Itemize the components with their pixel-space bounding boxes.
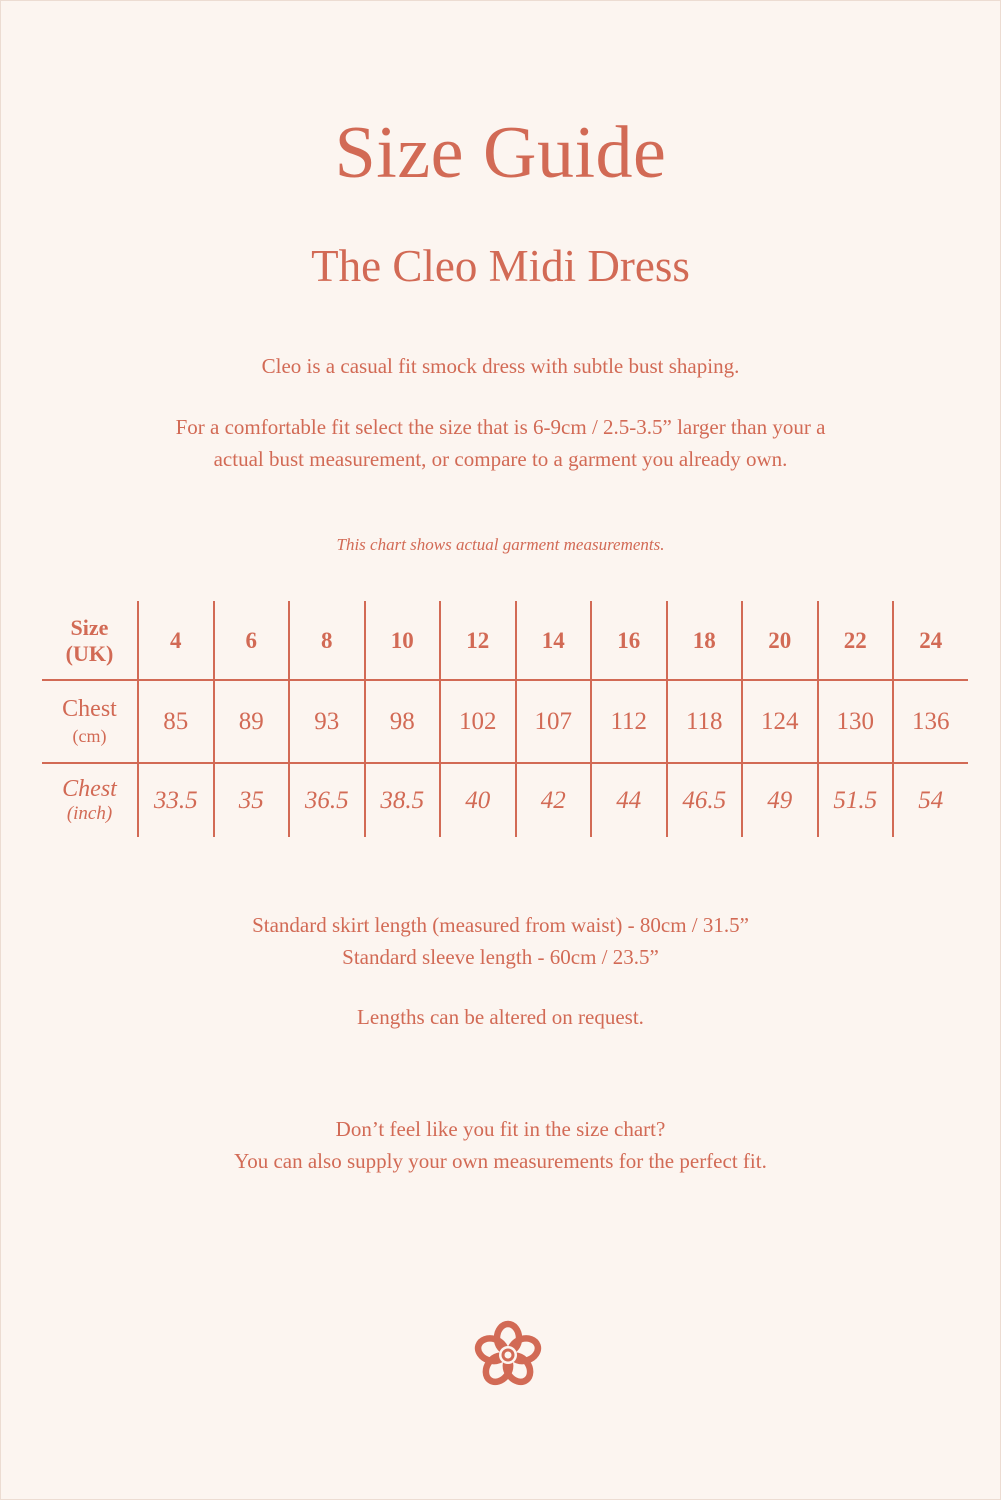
product-name: The Cleo Midi Dress	[311, 241, 690, 291]
alteration-note: Lengths can be altered on request.	[357, 1005, 644, 1029]
chest-inch-cell: 36.5	[288, 764, 364, 837]
chest-inch-cell: 35	[213, 764, 289, 837]
chest-cm-cell: 89	[213, 681, 289, 763]
custom-note-line-2: You can also supply your own measurements for the perfect fit.	[234, 1149, 767, 1173]
size-label	[42, 601, 137, 680]
length-info	[0, 909, 1001, 973]
chest-cm-cell: 130	[817, 681, 893, 763]
chest-cm-cell: 85	[137, 681, 213, 763]
size-cell: 14	[515, 601, 591, 680]
page-title: Size Guide	[334, 112, 667, 194]
size-cell: 12	[439, 601, 515, 680]
chest-cm-cell: 93	[288, 681, 364, 763]
size-cell: 4	[137, 601, 213, 680]
flower-icon	[470, 1319, 546, 1391]
chest-cm-cell: 124	[741, 681, 817, 763]
size-cell: 10	[364, 601, 440, 680]
table-header-row	[42, 601, 968, 680]
size-cell: 20	[741, 601, 817, 680]
chest-inch-cell: 54	[892, 764, 968, 837]
custom-measurements-note	[0, 1113, 1001, 1177]
chest-inch-label-unit: (inch)	[66, 802, 113, 824]
chest-inch-label-main: Chest	[62, 775, 117, 802]
table-row-chest-inch	[42, 764, 968, 837]
chest-cm-label	[42, 681, 137, 763]
chest-cm-cell: 102	[439, 681, 515, 763]
size-cell: 16	[590, 601, 666, 680]
table-row-chest-cm	[42, 681, 968, 763]
sizing-advice-line-2: actual bust measurement, or compare to a garment you already own.	[213, 447, 788, 471]
chest-inch-label	[42, 764, 137, 837]
chest-cm-cell: 107	[515, 681, 591, 763]
fit-description	[0, 350, 1001, 382]
size-cell: 6	[213, 601, 289, 680]
chest-cm-cell: 112	[590, 681, 666, 763]
chest-cm-label-unit: (cm)	[72, 726, 107, 746]
custom-note-line-1: Don’t feel like you fit in the size chart?	[335, 1117, 666, 1141]
chest-inch-cell: 49	[741, 764, 817, 837]
chest-inch-cell: 42	[515, 764, 591, 837]
size-cell: 18	[666, 601, 742, 680]
chest-cm-cell: 118	[666, 681, 742, 763]
size-cell: 8	[288, 601, 364, 680]
chest-inch-cell: 44	[590, 764, 666, 837]
size-cell: 24	[892, 601, 968, 680]
sleeve-length: Standard sleeve length - 60cm / 23.5”	[342, 945, 659, 969]
chest-cm-cell: 136	[892, 681, 968, 763]
sizing-advice-line-1: For a comfortable fit select the size that is 6-9cm / 2.5-3.5” larger than your a	[175, 415, 826, 439]
size-label-unit: (UK)	[65, 640, 114, 666]
sizing-advice	[0, 411, 1001, 475]
size-label-main: Size	[70, 614, 109, 640]
chest-cm-cell: 98	[364, 681, 440, 763]
chest-inch-cell: 38.5	[364, 764, 440, 837]
chest-cm-label-main: Chest	[62, 696, 117, 722]
chest-inch-cell: 33.5	[137, 764, 213, 837]
size-table	[42, 601, 968, 837]
chest-inch-cell: 51.5	[817, 764, 893, 837]
table-note: This chart shows actual garment measurements.	[336, 535, 665, 554]
skirt-length: Standard skirt length (measured from waist) - 80cm / 31.5”	[252, 913, 749, 937]
fit-description-line: Cleo is a casual fit smock dress with subtle bust shaping.	[261, 354, 740, 378]
chest-inch-cell: 40	[439, 764, 515, 837]
size-cell: 22	[817, 601, 893, 680]
chest-inch-cell: 46.5	[666, 764, 742, 837]
